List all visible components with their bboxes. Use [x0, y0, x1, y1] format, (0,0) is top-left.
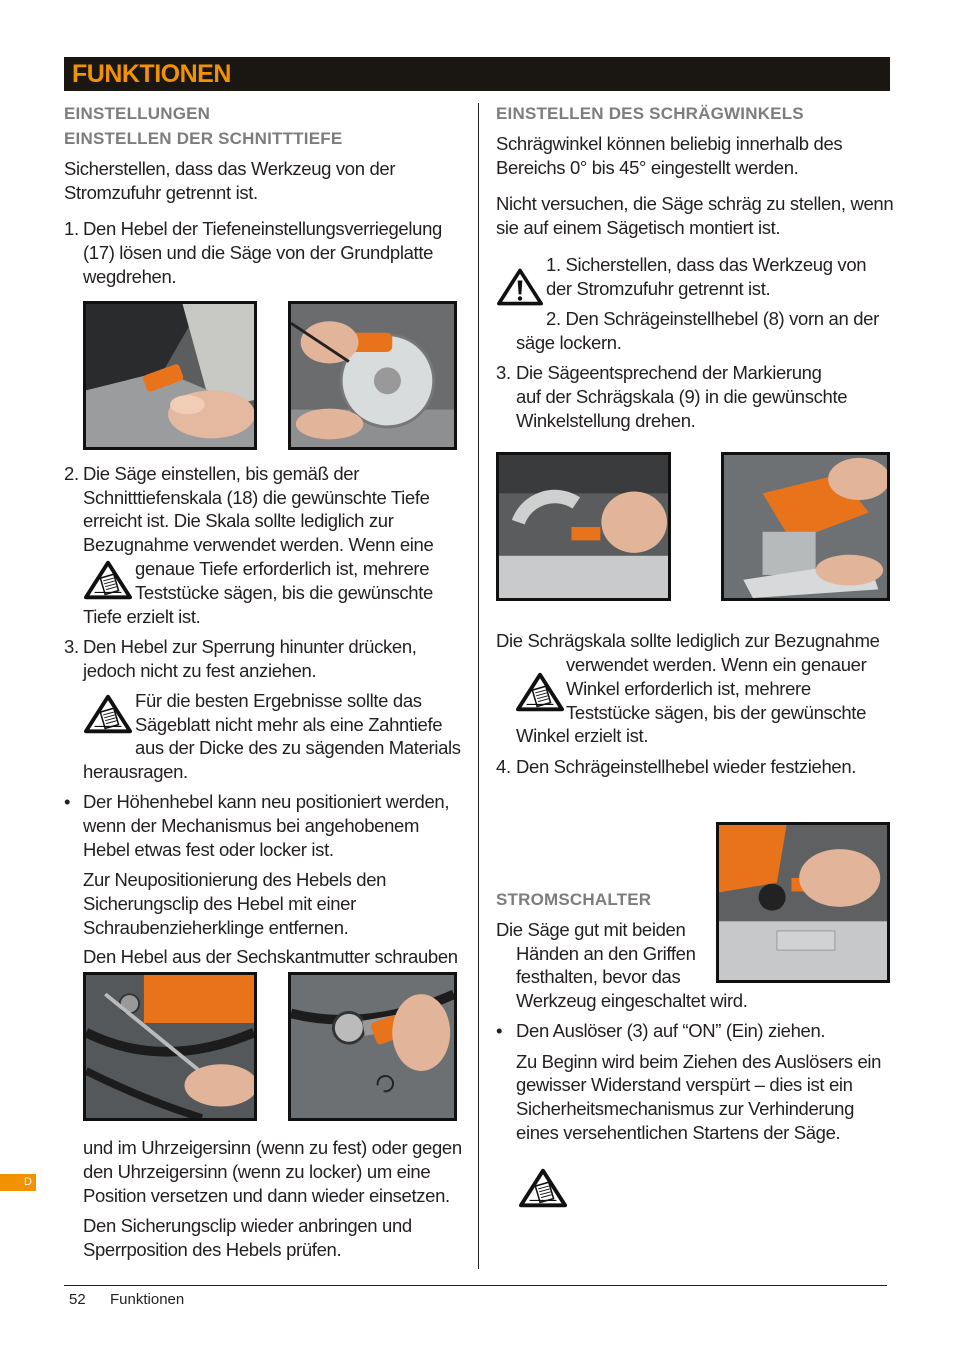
- text-line: Position versetzen und dann wieder einsetzen.: [83, 1185, 450, 1206]
- text-line: säge lockern.: [516, 332, 622, 353]
- photo-remove-clip: [83, 972, 257, 1121]
- step-number: 4.: [496, 756, 511, 777]
- manual-note-icon: [519, 1168, 567, 1208]
- text-line: jedoch nicht zu fest anziehen.: [83, 660, 317, 681]
- text-line: 1. Sicherstellen, dass das Werkzeug von: [546, 254, 867, 275]
- text-line: Den Sicherungsclip wieder anbringen und: [83, 1215, 412, 1236]
- subheading-bevel: EINSTELLEN DES SCHRÄGWINKELS: [496, 104, 804, 123]
- text-line: erreicht ist. Die Skala sollte lediglich zur: [83, 510, 394, 531]
- column-divider: [478, 103, 479, 1269]
- text-line: genaue Tiefe erforderlich ist, mehrere: [135, 558, 430, 579]
- text-line: Den Hebel zur Sperrung hinunter drücken,: [83, 636, 417, 657]
- photo-bevel-scale: [496, 452, 671, 601]
- photo-reposition-lever: [288, 972, 457, 1121]
- text-line: Die Sägeentsprechend der Markierung: [516, 362, 822, 383]
- text-line: gewisser Widerstand verspürt – dies ist ein: [516, 1074, 853, 1095]
- text-line: Teststücke sägen, bis der gewünschte: [566, 702, 867, 723]
- language-tab: D: [0, 1174, 36, 1191]
- step-number: 2.: [64, 463, 79, 484]
- text-line: eines versehentlichen Startens der Säge.: [516, 1122, 841, 1143]
- text-line: aus der Dicke des zu sägenden Materials: [135, 737, 461, 758]
- manual-note-icon: [84, 694, 132, 734]
- text-line: Sicherheitsmechanismus zur Verhinderung: [516, 1098, 855, 1119]
- text-line: den Uhrzeigersinn (wenn zu locker) um eine: [83, 1161, 431, 1182]
- text-line: Schrägwinkel können beliebig innerhalb des: [496, 133, 843, 154]
- text-line: (17) lösen und die Säge von der Grundplatte: [83, 242, 434, 263]
- manual-note-icon: [84, 560, 132, 600]
- text-line: Stromzufuhr getrennt ist.: [64, 182, 258, 203]
- text-line: 2. Den Schrägeinstellhebel (8) vorn an der: [546, 308, 879, 329]
- text-line: Tiefe erzielt ist.: [83, 606, 201, 627]
- text-line: Werkzeug eingeschaltet wird.: [516, 990, 748, 1011]
- text-line: Den Schrägeinstellhebel wieder festziehen.: [516, 756, 857, 777]
- step-number: 3.: [64, 636, 79, 657]
- photo-saw-rotated: [288, 301, 457, 450]
- text-line: Den Hebel der Tiefeneinstellungsverriegelung: [83, 218, 442, 239]
- photo-depth-lever: [83, 301, 257, 450]
- text-line: Schnitttiefenskala (18) die gewünschte Tiefe: [83, 487, 430, 508]
- text-line: Händen an den Griffen: [516, 943, 696, 964]
- text-line: wegdrehen.: [83, 266, 177, 287]
- subheading-cut-depth: EINSTELLEN DER SCHNITTTIEFE: [64, 129, 343, 148]
- manual-note-icon: [516, 672, 564, 712]
- text-line: herausragen.: [83, 761, 188, 782]
- text-line: festhalten, bevor das: [516, 966, 681, 987]
- text-line: Für die besten Ergebnisse sollte das: [135, 690, 422, 711]
- text-line: sie auf einem Sägetisch montiert ist.: [496, 217, 781, 238]
- text-line: Bereichs 0° bis 45° eingestellt werden.: [496, 157, 799, 178]
- text-line: Die Säge gut mit beiden: [496, 919, 686, 940]
- text-line: Schraubenzieherklinge entfernen.: [83, 917, 349, 938]
- text-line: Teststücke sägen, bis die gewünschte: [135, 582, 433, 603]
- step-number: 3.: [496, 362, 511, 383]
- text-line: Hebel etwas fest oder locker ist.: [83, 839, 334, 860]
- text-line: wenn der Mechanismus bei angehobenem: [83, 815, 420, 836]
- photo-bevel-angle: [721, 452, 890, 601]
- subheading-settings: EINSTELLUNGEN: [64, 104, 211, 123]
- text-line: Der Höhenhebel kann neu positioniert werden,: [83, 791, 450, 812]
- text-line: Sicherungsclip des Hebel mit einer: [83, 893, 356, 914]
- text-line: Den Hebel aus der Sechskantmutter schrauben: [83, 946, 458, 967]
- text-line: Sicherstellen, dass das Werkzeug von der: [64, 158, 396, 179]
- text-line: Nicht versuchen, die Säge schräg zu stellen, wenn: [496, 193, 894, 214]
- text-line: Die Schrägskala sollte lediglich zur Bezugnahme: [496, 630, 880, 651]
- text-line: Die Säge einstellen, bis gemäß der: [83, 463, 360, 484]
- text-line: Zur Neupositionierung des Hebels den: [83, 869, 387, 890]
- bullet: •: [496, 1020, 503, 1041]
- text-line: Zu Beginn wird beim Ziehen des Auslösers ein: [516, 1051, 882, 1072]
- footer-section-title: Funktionen: [110, 1291, 185, 1308]
- text-line: Sperrposition des Hebels prüfen.: [83, 1239, 342, 1260]
- photo-power-switch: [716, 822, 890, 983]
- text-line: und im Uhrzeigersinn (wenn zu fest) oder gegen: [83, 1137, 462, 1158]
- subheading-power-switch: STROMSCHALTER: [496, 890, 652, 909]
- text-line: Winkel erforderlich ist, mehrere: [566, 678, 811, 699]
- section-title: FUNKTIONEN: [72, 60, 231, 88]
- step-number: 1.: [64, 218, 79, 239]
- bullet: •: [64, 791, 71, 812]
- footer-rule: [64, 1285, 887, 1286]
- text-line: verwendet werden. Wenn ein genauer: [566, 654, 867, 675]
- text-line: auf der Schrägskala (9) in die gewünschte: [516, 386, 848, 407]
- text-line: Sägeblatt nicht mehr als eine Zahntiefe: [135, 714, 443, 735]
- warning-triangle-icon: [497, 267, 543, 307]
- text-line: Winkelstellung drehen.: [516, 410, 696, 431]
- text-line: Den Auslöser (3) auf “ON” (Ein) ziehen.: [516, 1020, 826, 1041]
- text-line: der Stromzufuhr getrennt ist.: [546, 278, 771, 299]
- text-line: Winkel erzielt ist.: [516, 725, 649, 746]
- text-line: Bezugnahme verwendet werden. Wenn eine: [83, 534, 434, 555]
- page-number: 52: [69, 1291, 86, 1308]
